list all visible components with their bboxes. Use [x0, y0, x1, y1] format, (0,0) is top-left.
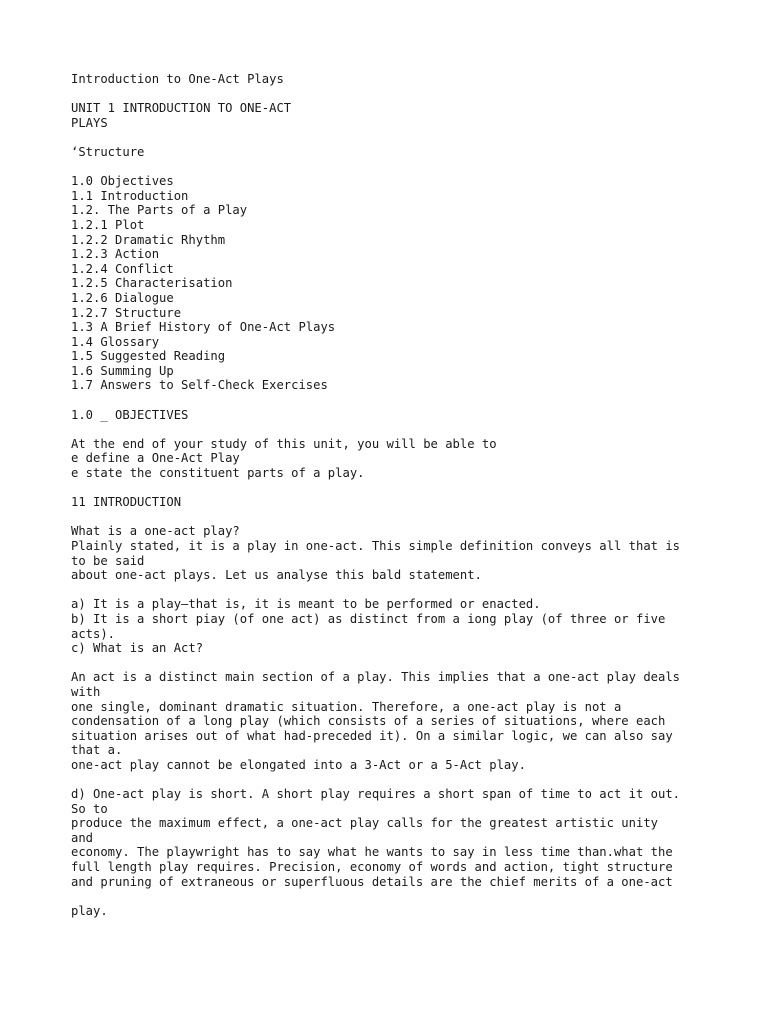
text-line: An act is a distinct main section of a play. This implies that a one-act play deals	[71, 670, 681, 685]
text-line: d) One-act play is short. A short play requires a short span of time to act it out.	[71, 787, 681, 802]
text-line: condensation of a long play (which consists of a series of situations, where each	[71, 714, 666, 729]
text-line: and	[71, 830, 94, 845]
text-line: and pruning of extraneous or superfluous details are the chief merits of a one-act	[71, 874, 673, 889]
toc-item: 1.0 Objectives	[71, 174, 174, 189]
toc-item: 1.2.6 Dialogue	[71, 290, 174, 305]
unit-title-line: UNIT 1 INTRODUCTION TO ONE-ACT	[71, 101, 292, 116]
text-line: produce the maximum effect, a one-act play calls for the greatest artistic unity	[71, 816, 658, 831]
text-line: c) What is an Act?	[71, 641, 204, 656]
text-line: about one-act plays. Let us analyse this bald statement.	[71, 568, 482, 583]
toc-item: 1.7 Answers to Self-Check Exercises	[71, 378, 328, 393]
spacer	[71, 583, 711, 598]
text-line: one-act play cannot be elongated into a 3-Act or a 5-Act play.	[71, 757, 526, 772]
text-line: What is a one-act play?	[71, 524, 240, 539]
toc-item: 1.2.4 Conflict	[71, 261, 174, 276]
text-line: b) It is a short piay (of one act) as distinct from a iong play (of three or five	[71, 611, 666, 626]
text-line: acts).	[71, 626, 116, 641]
unit-title	[71, 101, 711, 130]
toc-item: 1.2.5 Characterisation	[71, 276, 233, 291]
toc-item: 1.2.7 Structure	[71, 305, 182, 320]
toc-item: 1.2. The Parts of a Play	[71, 203, 248, 218]
intro-paragraph	[71, 670, 711, 772]
spacer	[71, 773, 711, 788]
table-of-contents	[71, 174, 711, 393]
text-line: e define a One-Act Play	[71, 451, 240, 466]
toc-item: 1.4 Glossary	[71, 334, 160, 349]
text-line: with	[71, 684, 101, 699]
spacer	[71, 656, 711, 671]
spacer	[71, 481, 711, 496]
text-line: that a.	[71, 743, 123, 758]
spacer	[71, 510, 711, 525]
spacer	[71, 87, 711, 102]
toc-item: 1.2.2 Dramatic Rhythm	[71, 232, 226, 247]
toc-item: 1.2.1 Plot	[71, 217, 145, 232]
text-line: At the end of your study of this unit, you will be able to	[71, 436, 497, 451]
spacer	[71, 160, 711, 175]
document-header: Introduction to One-Act Plays	[71, 72, 284, 86]
spacer	[71, 422, 711, 437]
text-line: Plainly stated, it is a play in one-act. This simple definition conveys all that is	[71, 539, 681, 553]
document-page	[71, 72, 711, 918]
spacer	[71, 130, 711, 145]
text-line: economy. The playwright has to say what he wants to say in less time than.what the	[71, 845, 673, 860]
text-line: full length play requires. Precision, economy of words and action, tight structure	[71, 860, 673, 875]
intro-paragraph	[71, 524, 711, 582]
toc-item: 1.2.3 Action	[71, 247, 160, 262]
structure-label: ‘Structure	[71, 144, 145, 159]
intro-paragraph	[71, 787, 711, 889]
text-line: to be said	[71, 553, 145, 568]
toc-item: 1.6 Summing Up	[71, 363, 174, 378]
introduction-heading: 11 INTRODUCTION	[71, 495, 182, 510]
toc-item: 1.5 Suggested Reading	[71, 349, 226, 364]
objectives-text	[71, 437, 711, 481]
text-line: e state the constituent parts of a play.	[71, 466, 365, 481]
spacer	[71, 889, 711, 904]
text-line: So to	[71, 801, 108, 816]
closing-line: play.	[71, 903, 108, 918]
toc-item: 1.3 A Brief History of One-Act Plays	[71, 320, 336, 335]
text-line: one single, dominant dramatic situation. Therefore, a one-act play is not a	[71, 699, 622, 714]
objectives-heading: 1.0 _ OBJECTIVES	[71, 407, 189, 422]
text-line: situation arises out of what had-preceded it). On a similar logic, we can also say	[71, 728, 673, 743]
intro-paragraph	[71, 597, 711, 655]
spacer	[71, 393, 711, 408]
unit-title-line: PLAYS	[71, 115, 108, 130]
toc-item: 1.1 Introduction	[71, 188, 189, 203]
text-line: a) It is a play—that is, it is meant to be performed or enacted.	[71, 597, 541, 612]
